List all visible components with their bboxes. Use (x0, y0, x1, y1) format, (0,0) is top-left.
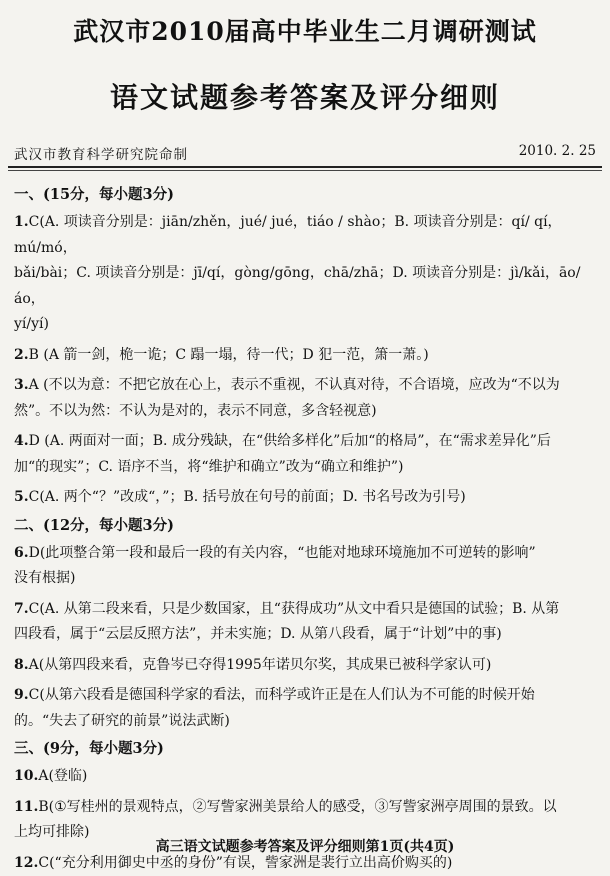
item-line: C(A. 两个“？”改成“，”；B. 括号放在句号的前面；D. 书名号改为引号) (29, 489, 466, 505)
item-number: 8. (14, 657, 29, 673)
item-line: C(从第六段看是德国科学家的看法，而科学或许正是在人们认为不可能的时候开始 (29, 687, 535, 703)
page-title: 武汉市2010届高中毕业生二月调研测试 (0, 12, 610, 48)
item-line: 然”。不以为然：不认为是对的，表示不同意，多含轻视意) (14, 399, 596, 425)
item-number: 12. (14, 855, 38, 871)
item-number: 7. (14, 601, 29, 617)
issuer: 武汉市教育科学研究院命制 (14, 143, 188, 163)
item-line: bǎi/bài；C. 项读音分别是：jī/qí，gòng/gōng，chā/zhā；D. 项读音分别是：jì/kǎi，āo/áo， (14, 261, 596, 312)
item-number: 3. (14, 377, 29, 393)
item-line: A(从第四段来看，克鲁岑已夺得1995年诺贝尔奖，其成果已被科学家认可) (29, 657, 492, 673)
item-line: D(此项整合第一段和最后一段的有关内容，“也能对地球环境施加不可逆转的影响” (29, 545, 536, 561)
section-heading: 三、(9分，每小题3分) (14, 737, 596, 761)
meta-row (14, 143, 596, 163)
item-number: 10. (14, 768, 38, 784)
item-line: B (A 箭一剑，桅一诡；C 蹋一塌，待一代；D 犯一范，箫一萧。) (29, 347, 429, 363)
item-line: C(“充分利用御史中丞的身份”有误，訾家洲是裴行立出高价购买的) (38, 855, 452, 871)
answer-item-2 (14, 343, 596, 369)
item-number: 9. (14, 687, 29, 703)
item-line: 没有根据) (14, 566, 596, 592)
item-number: 2. (14, 347, 29, 363)
answer-item-1 (14, 210, 596, 338)
answer-item-7 (14, 597, 596, 648)
answer-item-8 (14, 653, 596, 679)
item-number: 4. (14, 433, 29, 449)
item-number: 6. (14, 545, 29, 561)
item-line: 四段看，属于“云层反照方法”，并未实施；D. 从第八段看，属于“计划”中的事) (14, 622, 596, 648)
section-heading: 一、(15分，每小题3分) (14, 183, 596, 207)
item-line: 加“的现实”；C. 语序不当，将“维护和确立”改为“确立和维护”) (14, 455, 596, 481)
answers-body (14, 183, 596, 876)
item-line: yí/yí) (14, 312, 596, 338)
answer-item-9 (14, 683, 596, 734)
divider-thick (8, 166, 602, 168)
item-line: D (A. 两面对一面；B. 成分残缺，在“供给多样化”后加“的格局”，在“需求差异化”后 (29, 433, 551, 449)
page-subtitle: 语文试题参考答案及评分细则 (0, 76, 610, 116)
page-footer: 高三语文试题参考答案及评分细则第1页(共4页) (0, 836, 610, 856)
answer-item-4 (14, 429, 596, 480)
answer-item-5 (14, 485, 596, 511)
answer-item-3 (14, 373, 596, 424)
item-line: 上均可排除) (14, 820, 596, 846)
item-number: 5. (14, 489, 29, 505)
answer-item-10 (14, 764, 596, 790)
answer-item-6 (14, 541, 596, 592)
item-line: A (不以为意：不把它放在心上，表示不重视，不认真对待，不合语境，应改为“不以为 (29, 377, 560, 393)
item-line: B(①写桂州的景观特点，②写訾家洲美景给人的感受，③写訾家洲亭周围的景致。以 (38, 799, 556, 815)
item-number: 1. (14, 214, 29, 230)
item-line: C(A. 从第二段来看，只是少数国家，且“获得成功”从文中看只是德国的试验；B. 从第 (29, 601, 560, 617)
section-heading: 二、(12分，每小题3分) (14, 514, 596, 538)
item-line: 的。“失去了研究的前景”说法武断) (14, 709, 596, 735)
item-number: 11. (14, 799, 38, 815)
item-line: A(登临) (38, 768, 87, 784)
divider-thin (8, 170, 602, 171)
issue-date: 2010. 2. 25 (519, 143, 596, 163)
item-line: C(A. 项读音分别是：jiān/zhěn，jué/ jué，tiáo / shào；B. 项读音分别是：qí/ qí，mú/mó， (14, 214, 562, 256)
